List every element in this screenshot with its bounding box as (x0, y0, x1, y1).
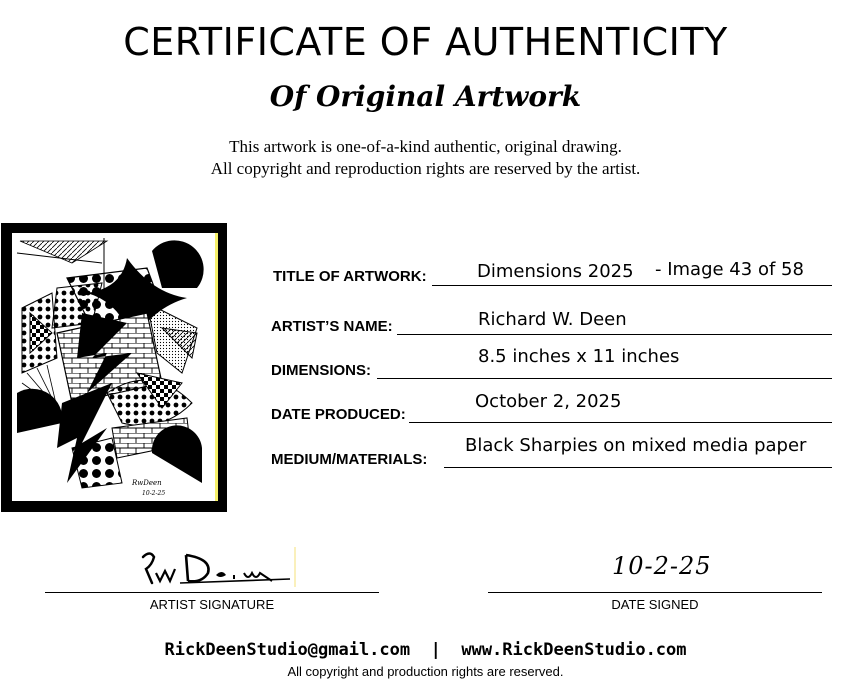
certificate-subtitle: Of Original Artwork (269, 80, 582, 113)
date-signed-value: 10-2-25 (612, 552, 712, 580)
artist-name-label: ARTIST’S NAME: (271, 318, 393, 335)
dimensions-label: DIMENSIONS: (271, 362, 372, 379)
title-of-artwork-label: TITLE OF ARTWORK: (273, 268, 427, 285)
date-signed-line (488, 592, 822, 593)
title-of-artwork-value: Dimensions 2025 (477, 261, 634, 282)
artwork-drawing (12, 233, 215, 501)
medium-materials-underline (444, 467, 832, 468)
footer-email-link[interactable]: RickDeenStudio@gmail.com (164, 640, 411, 660)
medium-materials-value: Black Sharpies on mixed media paper (465, 435, 807, 456)
intro-line-2: All copyright and reproduction rights are reserved by the artist. (210, 159, 641, 178)
artwork-signature-mark: RwDeen (132, 479, 162, 487)
medium-materials-label: MEDIUM/MATERIALS: (271, 451, 428, 468)
footer-contact (0, 640, 851, 660)
certificate-title: CERTIFICATE OF AUTHENTICITY (123, 20, 728, 64)
artist-name-underline (397, 334, 832, 335)
artwork-date-mark: 10-2-25 (142, 490, 166, 497)
date-produced-underline (409, 422, 832, 423)
artist-signature-line (45, 592, 379, 593)
footer-website-link[interactable]: www.RickDeenStudio.com (461, 640, 687, 660)
intro-text (0, 136, 851, 180)
artist-signature-label: ARTIST SIGNATURE (149, 597, 275, 612)
date-signed-label: DATE SIGNED (611, 597, 699, 612)
dimensions-underline (377, 378, 832, 379)
artist-signature (140, 545, 300, 590)
footer-separator: | (430, 640, 441, 660)
footer-rights: All copyright and production rights are reserved. (287, 664, 564, 679)
title-of-artwork-suffix: - Image 43 of 58 (655, 259, 804, 280)
date-produced-label: DATE PRODUCED: (271, 406, 406, 423)
intro-line-1: This artwork is one-of-a-kind authentic, original drawing. (229, 137, 622, 156)
title-underline (432, 285, 832, 286)
artist-name-value: Richard W. Deen (478, 309, 627, 330)
dimensions-value: 8.5 inches x 11 inches (478, 346, 680, 367)
date-produced-value: October 2, 2025 (475, 391, 622, 412)
artwork-canvas (12, 233, 218, 501)
artist-signature-drawing (140, 545, 300, 590)
artwork-image (1, 223, 227, 512)
